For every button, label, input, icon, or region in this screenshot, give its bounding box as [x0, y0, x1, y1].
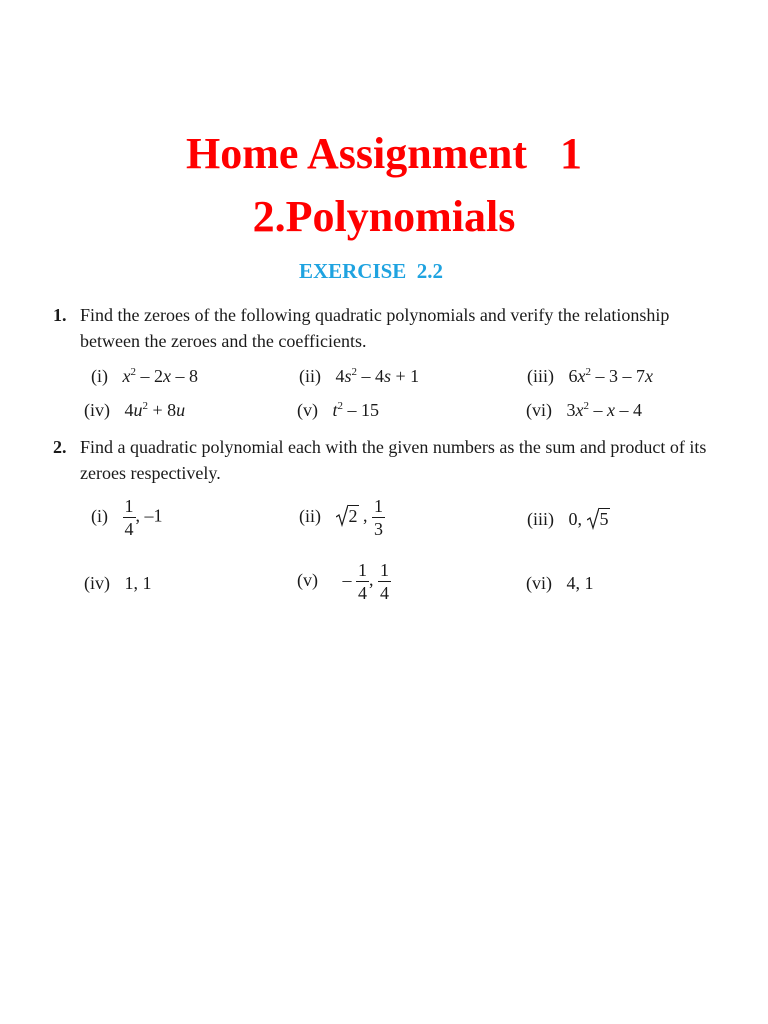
polynomial-expression: $3x^2$ – x – 4 [566, 400, 642, 420]
option-vi [526, 400, 642, 421]
question-number: 1. [53, 305, 67, 325]
fraction [378, 559, 391, 604]
value-text: 0, [568, 509, 587, 529]
value-text: 1, 1 [124, 573, 152, 593]
minus-sign: – [342, 569, 352, 590]
option-v: (v) – $\frac{1}{4}$ , $\frac{1}{4}$ [297, 560, 389, 603]
option-ii [299, 366, 419, 387]
assignment-title: Home Assignment 1 [186, 129, 582, 178]
question-number: 2. [53, 437, 67, 457]
fraction [372, 495, 385, 540]
option-label: (ii) [299, 505, 321, 526]
polynomial-expression: $x^2 - 2x - 8$ [122, 366, 198, 386]
fraction [123, 495, 136, 540]
option-label: (iv) [84, 573, 110, 593]
option-iv [84, 573, 152, 594]
exercise-heading: EXERCISE 2.2 [298, 259, 444, 283]
option-label: (ii) [299, 366, 321, 386]
option-label: (vi) [526, 573, 552, 593]
chapter-title: 2.Polynomials [252, 192, 516, 241]
polynomial-expression: $6x^2 - 3 - 7x$ [568, 366, 653, 386]
option-ii [299, 495, 385, 540]
radical-sign-icon [587, 506, 599, 530]
value-text: , –1 [135, 505, 163, 526]
option-label: (vi) [526, 400, 552, 420]
option-vi [526, 573, 594, 594]
option-label: (i) [91, 505, 108, 526]
radicand: 2 [348, 505, 358, 526]
numerator: 1 [124, 496, 134, 516]
numerator: 1 [374, 496, 383, 516]
option-iii [527, 366, 653, 387]
option-label: (v) [297, 400, 318, 420]
option-i [91, 366, 198, 387]
value-text: 4, 1 [566, 573, 594, 593]
denominator: 4 [124, 519, 134, 539]
option-iv [84, 400, 185, 421]
option-label: (v) [297, 569, 318, 590]
option-label: (iii) [527, 509, 554, 529]
option-label: (i) [91, 366, 108, 386]
question-text: Find a quadratic polynomial each with the given numbers as the sum and product of its zeroes respectively. [80, 437, 707, 483]
numerator: 1 [380, 560, 389, 580]
polynomial-expression: $4s^2 - 4s + 1$ [335, 366, 420, 386]
option-i [91, 495, 163, 540]
numerator: 1 [358, 560, 367, 580]
fraction [356, 559, 369, 604]
radical-sign-icon [336, 503, 348, 527]
denominator: 4 [358, 583, 367, 603]
polynomial-expression: $4u^2 + 8u$ [124, 400, 186, 420]
option-label: (iii) [527, 366, 554, 386]
question-text: Find the zeroes of the following quadratic polynomials and verify the relationship between the zeroes and the coefficients. [80, 305, 670, 351]
square-root [336, 505, 359, 527]
option-v [297, 400, 379, 421]
radicand: 5 [599, 509, 609, 529]
polynomial-expression: $t^2 - 15$ [332, 400, 380, 420]
denominator: 3 [374, 519, 383, 539]
square-root [587, 508, 610, 530]
separator: , [358, 505, 372, 526]
denominator: 4 [380, 583, 389, 603]
option-label: (iv) [84, 400, 110, 420]
option-iii [527, 508, 610, 530]
